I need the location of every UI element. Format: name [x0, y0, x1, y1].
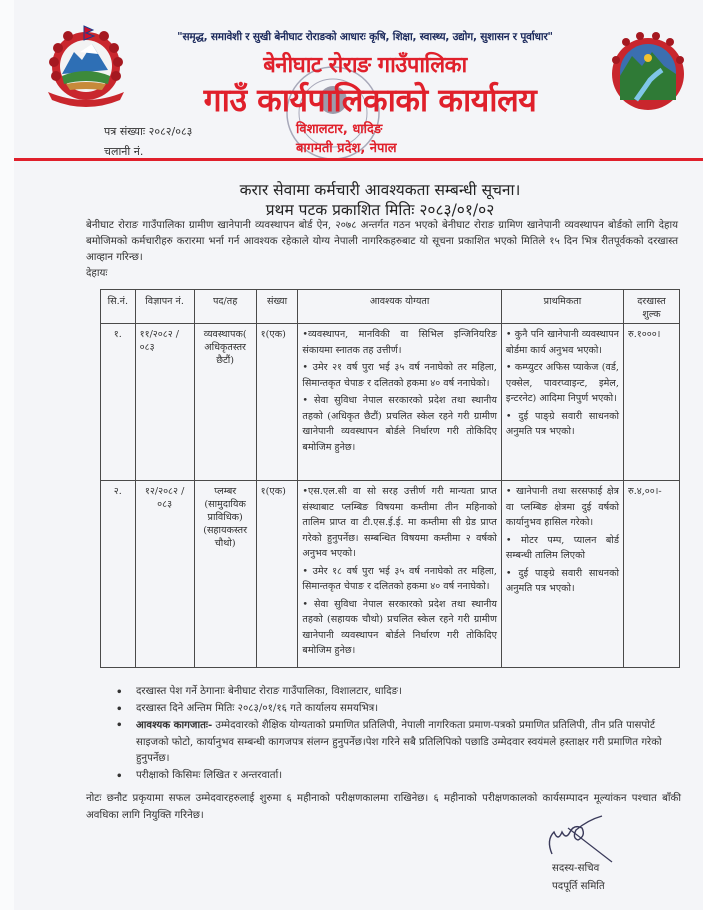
municipality-motto: "समृद्ध, समावेशी र सुखी बेनीघाट रोराङको आधारः कृषि, शिक्षा, स्वास्थ्य, उद्योग, सुशासन र पूर्वाधार": [177, 31, 553, 43]
letter-number: पत्र संख्याः २०८२/०८३: [104, 125, 193, 138]
note-text: उम्मेदवारको शैक्षिक योग्यताको प्रमाणित प्रतिलिपी, नेपाली नागरिकता प्रमाण-पत्रको प्रमाणित प्रतिलिपी, तीन प्रति पासपोर्ट साइजको फोटो, कार्यानुभव सम्बन्धी कागजपत्र संलग्न हुनुपर्नेछ।पेश गरिने सबै प्रतिलिपिको पछाडि उम्मेदवार स्वयंमले हस्ताक्षर गरी प्रमाणित गरेको हुनुपर्नेछ।: [136, 720, 662, 764]
bullet-icon: •: [116, 719, 123, 731]
cell-count: १(एक): [256, 324, 298, 481]
header-priority: प्राथमिकता: [501, 290, 623, 324]
office-address-line-2: बागमती प्रदेश, नेपाल: [296, 141, 397, 156]
note-item-address: [112, 684, 682, 701]
priority-item: • कम्प्युटर अफिस प्याकेज (वर्ड, एक्सेल, पावरप्वाइन्ट, इमेल, इन्टरनेट) आदिमा निपुर्ण भएको।: [505, 362, 619, 404]
cell-post: प्लम्बर (सामुदायिक प्राविधिक) (सहायकस्तर चौथो): [194, 481, 256, 668]
office-address-line-1: विशालटार, धादिङ: [296, 122, 383, 137]
signature-icon: [538, 810, 618, 865]
note-item-documents: [112, 717, 682, 768]
header-fee: दरखास्त शुल्क: [623, 290, 679, 324]
cell-serial: १.: [101, 324, 136, 481]
header-ad-number: विज्ञापन नं.: [135, 290, 194, 324]
priority-item: • दुई पाङ्ग्रे सवारी साधनको अनुमति पत्र भएको।: [505, 567, 619, 594]
scan-margin: [0, 0, 14, 910]
signatory-designation: सदस्य-सचिव: [552, 863, 600, 874]
signatory-committee: पदपूर्ति समिति: [552, 881, 605, 892]
note-text: परीक्षाको किसिमः लिखित र अन्तरवार्ता।: [136, 769, 283, 781]
note-item-exam-type: [112, 768, 682, 785]
note-item-deadline: [112, 701, 682, 718]
table-row: [101, 324, 680, 481]
cell-priority: [501, 324, 623, 481]
header-serial: सि.नं.: [101, 290, 136, 324]
application-notes: [112, 684, 682, 784]
cell-qualification: [298, 481, 502, 668]
qualification-item: •व्यवस्थापन, मानविकी वा सिभिल इन्जिनियरिङ संकायमा स्नातक तह उत्तीर्ण।: [302, 329, 497, 356]
header-qualification: आवश्यक योग्यता: [298, 290, 502, 324]
cell-priority: [501, 481, 623, 668]
nepal-government-emblem-icon: [40, 22, 132, 112]
cell-count: १(एक): [256, 481, 298, 668]
municipality-name: बेनीघाट रोराङ गाउँपालिका: [263, 53, 467, 78]
note-label: आवश्यक कागजातः-: [136, 719, 213, 731]
notice-title: करार सेवामा कर्मचारी आवश्यकता सम्बन्धी सूचना।: [239, 181, 521, 199]
cell-qualification: [298, 324, 502, 481]
note-text: दरखास्त दिने अन्तिम मितिः २०८३/०१/१६ गते कार्यालय समयभित्र।: [136, 702, 379, 714]
cell-fee: रु.४,००।-: [623, 481, 679, 668]
cell-ad-number: ११/२०८२ /०८३: [135, 324, 194, 481]
cell-post: व्यवस्थापक( अधिकृतस्तर छैटौं): [194, 324, 256, 481]
priority-item: • कुनै पनि खानेपानी व्यवस्थापन बोर्डमा कार्य अनुभव भएको।: [505, 329, 619, 356]
qualification-item: •एस.एल.सी वा सो सरह उत्तीर्ण गरी मान्यता प्राप्त संस्थाबाट प्लम्बिङ विषयमा कम्तीमा तीन महिनाको तालिम प्राप्त वा टी.एस.ई.ई. मा कम्तीमा सी ग्रेड प्राप्त गरेको हुनुपर्नेछ। सम्बन्धित विषयमा कम्तीमा २ वर्षको अनुभव भएको।: [302, 486, 497, 559]
cell-serial: २.: [101, 481, 136, 668]
qualification-item: • सेवा सुविधा नेपाल सरकारको प्रदेश तथा स्थानीय तहको (सहायक चौथो) प्रचलित स्केल रहने गरी ग्रामीण खानेपानी व्यवस्थापन बोर्डले निर्धारण गरी तोकिदिए बमोजिम हुनेछ।: [302, 598, 497, 656]
office-name: गाउँ कार्यपालिकाको कार्यालय: [203, 81, 537, 119]
vacancy-table: [100, 289, 680, 668]
cell-fee: रु.१०००।: [623, 324, 679, 481]
table-header-row: [101, 290, 680, 324]
probation-footnote: नोटः छनौट प्रकृयामा सफल उम्मेदवारहरुलाई शुरुमा ६ महीनाको परीक्षणकालमा राखिनेछ। ६ महीनाको परीक्षणकालको कार्यसम्पादन मूल्यांकन पश्चात बाँकी अवधिका लागि नियुक्ति गरिनेछ।: [86, 793, 681, 821]
cell-ad-number: १२/२०८२ /०८३: [135, 481, 194, 668]
bullet-icon: •: [116, 702, 123, 715]
bullet-icon: •: [116, 769, 123, 782]
note-text: दरखास्त पेश गर्ने ठेगानाः बेनीघाट रोराङ गाउँपालिका, विशालटार, धादिङ।: [136, 686, 402, 697]
following-label: देहायः: [86, 268, 108, 279]
table-row: [101, 481, 680, 668]
municipality-logo-icon: [606, 30, 690, 114]
header-count: संख्या: [256, 290, 298, 324]
priority-item: • दुई पाङ्ग्रे सवारी साधनको अनुमति पत्र भएको।: [505, 410, 619, 437]
priority-item: • खानेपानी तथा सरसफाई क्षेत्र वा प्लम्बिङ क्षेत्रमा दुई वर्षको कार्यानुभव हासिल गरेको।: [505, 486, 619, 528]
dispatch-number: चलानी नं.: [104, 145, 144, 158]
notice-intro: बेनीघाट रोराङ गाउँपालिका ग्रामीण खानेपानी व्यवस्थापन बोर्ड ऐन, २०७८ अन्तर्गत गठन भएको बेनीघाट रोराङ ग्रामिण खानेपानी व्यवस्थापन बोर्डको लागि देहाय बमोजिमको कर्मचारीहरु करारमा भर्ना गर्न आवश्यक रहेकाले योग्य नेपाली नागरिकहरुबाट यो सूचना प्रकाशित भएको मितिले १५ दिन भित्र रीतपूर्वकको दरखास्त आव्हान गरिन्छ।: [86, 220, 678, 263]
notice-published-date: प्रथम पटक प्रकाशित मितिः २०८३/०१/०२: [265, 201, 495, 219]
header-post-level: पद/तह: [194, 290, 256, 324]
priority-item: • मोटर पम्प, प्यालन बोर्ड सम्बन्धी तालिम लिएको: [505, 534, 619, 561]
qualification-item: • उमेर १८ वर्ष पुरा भई ३५ वर्ष ननाघेको तर महिला, सिमान्तकृत चेपाङ र दलितको हकमा ४० वर्ष ननाघेको।: [302, 565, 497, 592]
bullet-icon: •: [116, 686, 123, 698]
qualification-item: • सेवा सुविधा नेपाल सरकारको प्रदेश तथा स्थानीय तहको (अधिकृत छैटौं) प्रचलित स्केल रहने गरी ग्रामीण खानेपानी व्यवस्थापन बोर्डले निर्धारण गरी तोकिदिए बमोजिम हुनेछ।: [302, 395, 497, 453]
qualification-item: • उमेर २१ वर्ष पुरा भई ३५ वर्ष ननाघेको तर महिला, सिमान्तकृत चेपाङ र दलितको हकमा ४० वर्ष ननाघेको।: [302, 362, 497, 389]
